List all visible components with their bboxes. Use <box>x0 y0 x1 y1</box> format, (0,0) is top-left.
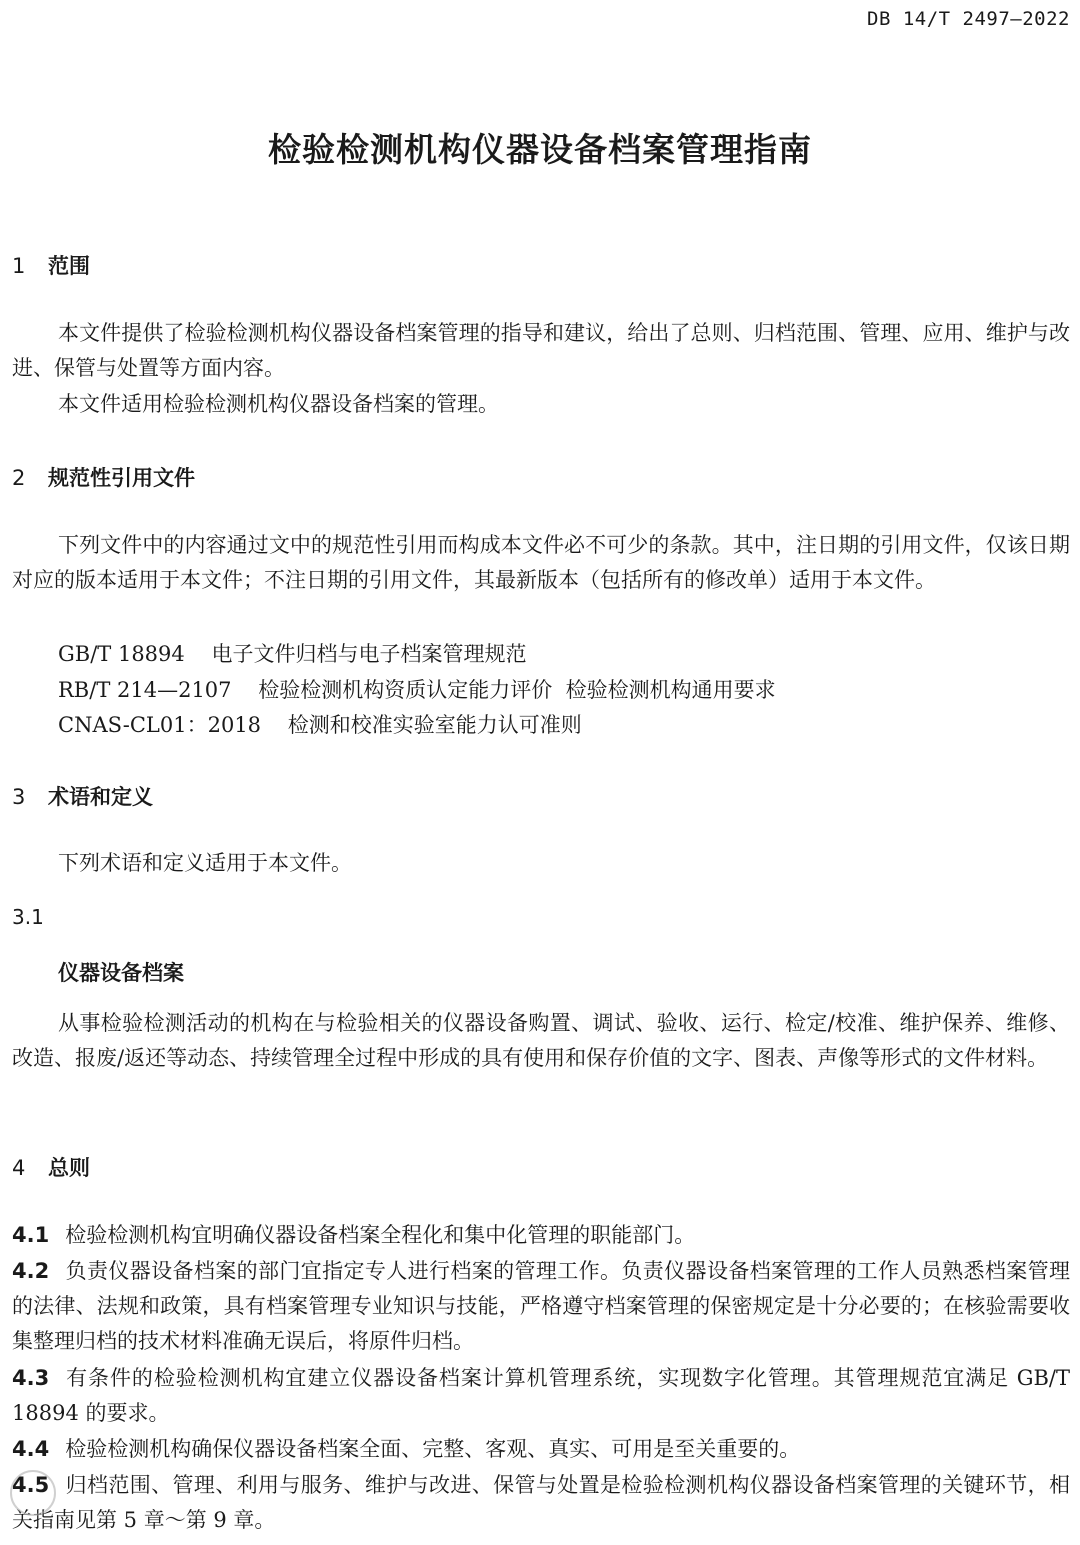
watermark-icon <box>10 1470 56 1516</box>
standard-code-header: DB 14/T 2497—2022 <box>867 8 1070 30</box>
clause-4-1 <box>12 1218 1070 1253</box>
clause-number: 4.1 <box>12 1223 50 1247</box>
clause-text: 有条件的检验检测机构宜建立仪器设备档案计算机管理系统，实现数字化管理。其管理规范宜满足 GB/T 18894 的要求。 <box>12 1366 1070 1425</box>
clause-text: 检验检测机构确保仪器设备档案全面、完整、客观、真实、可用是至关重要的。 <box>65 1437 801 1461</box>
section-1-paragraph-2: 本文件适用检验检测机构仪器设备档案的管理。 <box>58 392 499 416</box>
section-number: 4 <box>12 1156 26 1180</box>
clause-4-2 <box>12 1254 1070 1359</box>
clause-text: 归档范围、管理、利用与服务、维护与改进、保管与处置是检验检测机构仪器设备档案管理的关键环节，相关指南见第 5 章～第 9 章。 <box>12 1473 1070 1532</box>
normative-reference-item <box>58 674 776 704</box>
term-number: 3.1 <box>12 905 44 929</box>
section-number: 3 <box>12 785 26 809</box>
clause-4-4 <box>12 1432 1070 1467</box>
section-2-heading <box>12 462 195 492</box>
reference-name: 检验检测机构资质认定能力评价 检验检测机构通用要求 <box>258 678 776 702</box>
section-title: 范围 <box>48 254 90 278</box>
section-3-heading <box>12 781 153 811</box>
section-title: 术语和定义 <box>48 785 153 809</box>
reference-code: GB/T 18894 <box>58 642 185 666</box>
reference-code: RB/T 214—2107 <box>58 678 232 702</box>
term-definition: 从事检验检测活动的机构在与检验相关的仪器设备购置、调试、验收、运行、检定/校准、维护保养、维修、改造、报废/返还等动态、持续管理全过程中形成的具有使用和保存价值的文字、图表、声像等形式的文件材料。 <box>12 1011 1070 1070</box>
clause-text: 检验检测机构宜明确仪器设备档案全程化和集中化管理的职能部门。 <box>65 1223 696 1247</box>
section-2-paragraph-1: 下列文件中的内容通过文中的规范性引用而构成本文件必不可少的条款。其中，注日期的引用文件，仅该日期对应的版本适用于本文件；不注日期的引用文件，其最新版本（包括所有的修改单）适用于本文件。 <box>12 533 1070 592</box>
clause-4-3 <box>12 1361 1070 1431</box>
document-title: 检验检测机构仪器设备档案管理指南 <box>268 130 812 169</box>
normative-reference-item <box>58 638 526 668</box>
section-title: 规范性引用文件 <box>48 466 195 490</box>
section-1-paragraph-1: 本文件提供了检验检测机构仪器设备档案管理的指导和建议，给出了总则、归档范围、管理、应用、维护与改进、保管与处置等方面内容。 <box>12 321 1070 380</box>
clause-number: 4.5 <box>12 1473 50 1497</box>
section-4-heading <box>12 1152 90 1182</box>
reference-name: 检测和校准实验室能力认可准则 <box>287 713 582 737</box>
section-number: 2 <box>12 466 26 490</box>
clause-text: 负责仪器设备档案的部门宜指定专人进行档案的管理工作。负责仪器设备档案管理的工作人员熟悉档案管理的法律、法规和政策，具有档案管理专业知识与技能，严格遵守档案管理的保密规定是十分必要的；在核验需要收集整理归档的技术材料准确无误后，将原件归档。 <box>12 1259 1070 1353</box>
term-name: 仪器设备档案 <box>58 961 184 985</box>
clause-number: 4.4 <box>12 1437 50 1461</box>
clause-4-5 <box>12 1468 1070 1538</box>
section-title: 总则 <box>48 1156 90 1180</box>
section-3-paragraph-1: 下列术语和定义适用于本文件。 <box>58 851 352 875</box>
section-number: 1 <box>12 254 26 278</box>
reference-name: 电子文件归档与电子档案管理规范 <box>211 642 527 666</box>
clause-number: 4.2 <box>12 1259 50 1283</box>
reference-code: CNAS-CL01：2018 <box>58 713 262 737</box>
section-1-heading <box>12 250 90 280</box>
normative-reference-item <box>58 709 582 739</box>
clause-number: 4.3 <box>12 1366 50 1390</box>
